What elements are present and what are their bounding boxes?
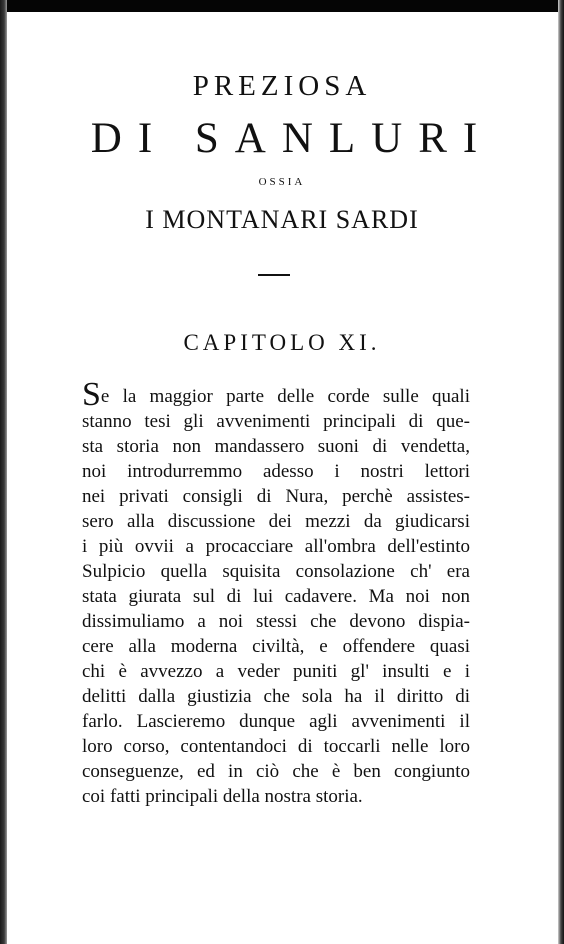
title-divider-rule [258, 274, 290, 276]
body-line: nei privati consigli di Nura, perchè assistes- [82, 486, 470, 507]
book-title-line-1: PREZIOSA [192, 70, 372, 102]
drop-initial: S [82, 376, 101, 413]
body-line: sta storia non mandassero suoni di vendetta, [82, 436, 470, 457]
body-line: delitti dalla giustizia che sola ha il diritto di [82, 686, 470, 707]
body-line: loro corso, contentandoci di toccarli nelle loro [82, 736, 470, 757]
body-line: farlo. Lascieremo dunque agli avvenimenti il [82, 711, 470, 732]
body-line: dissimuliamo a noi stessi che devono dispia- [82, 611, 470, 632]
chapter-heading: CAPITOLO XI. [183, 330, 381, 355]
body-line: stanno tesi gli avvenimenti principali di que- [82, 411, 470, 432]
body-line: Sulpicio quella squisita consolazione ch' era [82, 561, 470, 582]
page-top-edge [0, 0, 564, 12]
book-title-connector: OSSIA [258, 176, 306, 188]
book-title-line-2: DI SANLURI [90, 115, 494, 162]
body-line: chi è avvezzo a veder puniti gl' insulti e i [82, 661, 470, 682]
body-line: sero alla discussione dei mezzi da giudicarsi [82, 511, 470, 532]
body-line: noi introdurremmo adesso i nostri lettori [82, 461, 470, 482]
chapter-body [82, 376, 470, 809]
body-line [82, 376, 470, 413]
body-line: i più ovvii a procacciare all'ombra dell'estinto [82, 536, 470, 557]
body-line: coi fatti principali della nostra storia. [82, 786, 363, 807]
book-subtitle: I MONTANARI SARDI [145, 205, 419, 234]
body-line-text: e la maggior parte delle corde sulle quali [100, 386, 470, 407]
body-line: cere alla moderna civiltà, e offendere quasi [82, 636, 470, 657]
body-line: stata giurata sul di lui cadavere. Ma noi non [82, 586, 470, 607]
body-line: conseguenze, ed in ciò che è ben congiunto [82, 761, 470, 782]
